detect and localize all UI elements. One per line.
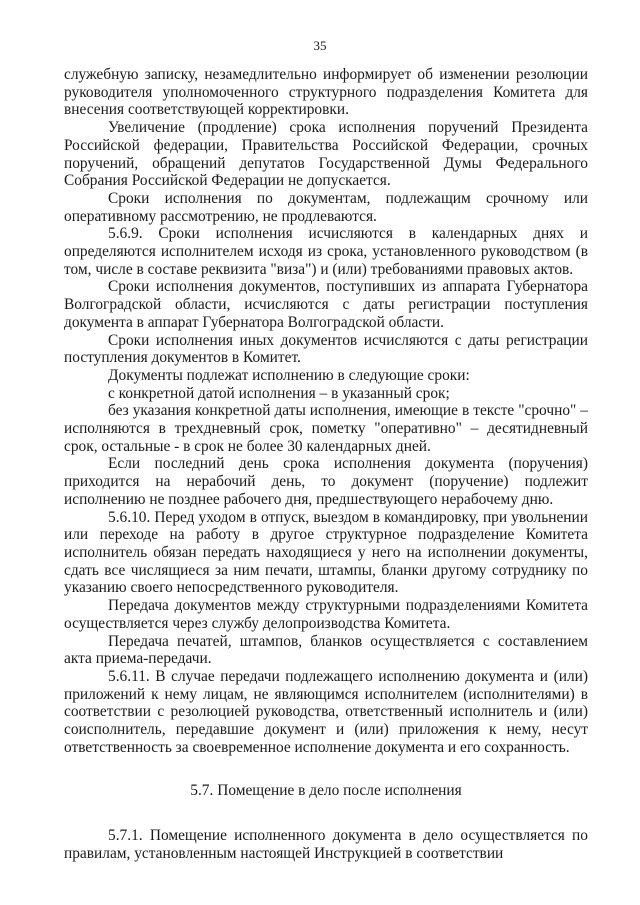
list-item: без указания конкретной даты исполнения, имеющие в тексте "срочно" – исполняются в трехдневный срок, пометку "оперативно" – десятидневный срок, остальные - в срок не более 30 календарных дней. bbox=[64, 402, 588, 455]
list-item: с конкретной датой исполнения – в указанный срок; bbox=[108, 384, 450, 402]
section-heading: 5.7. Помещение в дело после исполнения bbox=[190, 782, 462, 800]
paragraph-5-6-9: 5.6.9. Сроки исполнения исчисляются в календарных днях и определяются исполнителем исходя из срока, установленного руководством (в том, числе в составе реквизита "виза") и (или) требованиями правовых актов. bbox=[64, 225, 588, 278]
paragraph: Передача документов между структурными подразделениями Комитета осуществляется через службу делопроизводства Комитета. bbox=[64, 597, 588, 632]
paragraph: Сроки исполнения документов, поступивших из аппарата Губернатора Волгоградской области, исчисляются с даты регистрации поступления документа в аппарат Губернатора Волгоградской области. bbox=[64, 278, 588, 331]
paragraph: Увеличение (продление) срока исполнения поручений Президента Российской федерации, Правительства Российской Федерации, срочных поручений, обращений депутатов Государственной Думы Федерального Собрания Российской Федерации не допускается. bbox=[64, 119, 588, 190]
paragraph-5-7-1: 5.7.1. Помещение исполненного документа в дело осуществляется по правилам, установленным настоящей Инструкцией в соответствии bbox=[64, 827, 588, 862]
paragraph: Сроки исполнения иных документов исчисляются с даты регистрации поступления документов в Комитет. bbox=[64, 331, 588, 367]
paragraph: Сроки исполнения по документам, подлежащим срочному или оперативному рассмотрению, не продлеваются. bbox=[64, 189, 588, 225]
paragraph-5-6-10: 5.6.10. Перед уходом в отпуск, выездом в командировку, при увольнении или переходе на работу в другое структурное подразделение Комитета исполнитель обязан передать находящиеся у него на исполнении документы, сдать все числящиеся за ним печати, штампы, бланки другому сотруднику по указанию своего непосредственного руководителя. bbox=[64, 508, 588, 597]
paragraph: Если последний день срока исполнения документа (поручения) приходится на нерабочий день, то документ (поручение) подлежит исполнению не позднее рабочего дня, предшествующего нерабочему дню. bbox=[64, 455, 588, 508]
document-body bbox=[64, 66, 588, 863]
paragraph: служебную записку, незамедлительно информирует об изменении резолюции руководителя уполномоченного структурного подразделения Комитета для внесения соответствующей корректировки. bbox=[64, 66, 588, 119]
paragraph: Передача печатей, штампов, бланков осуществляется с составлением акта приема-передачи. bbox=[64, 632, 588, 668]
paragraph: Документы подлежат исполнению в следующие сроки: bbox=[108, 366, 470, 384]
page-number: 35 bbox=[313, 38, 327, 53]
paragraph-5-6-11: 5.6.11. В случае передачи подлежащего исполнению документа и (или) приложений к нему лицам, не являющимся исполнителем (исполнителями) в соответствии с резолюцией руководства, ответственный исполнитель и (или) соисполнитель, передавшие документ и (или) приложения к нему, несут ответственность за своевременное исполнение документа и его сохранность. bbox=[64, 667, 588, 756]
